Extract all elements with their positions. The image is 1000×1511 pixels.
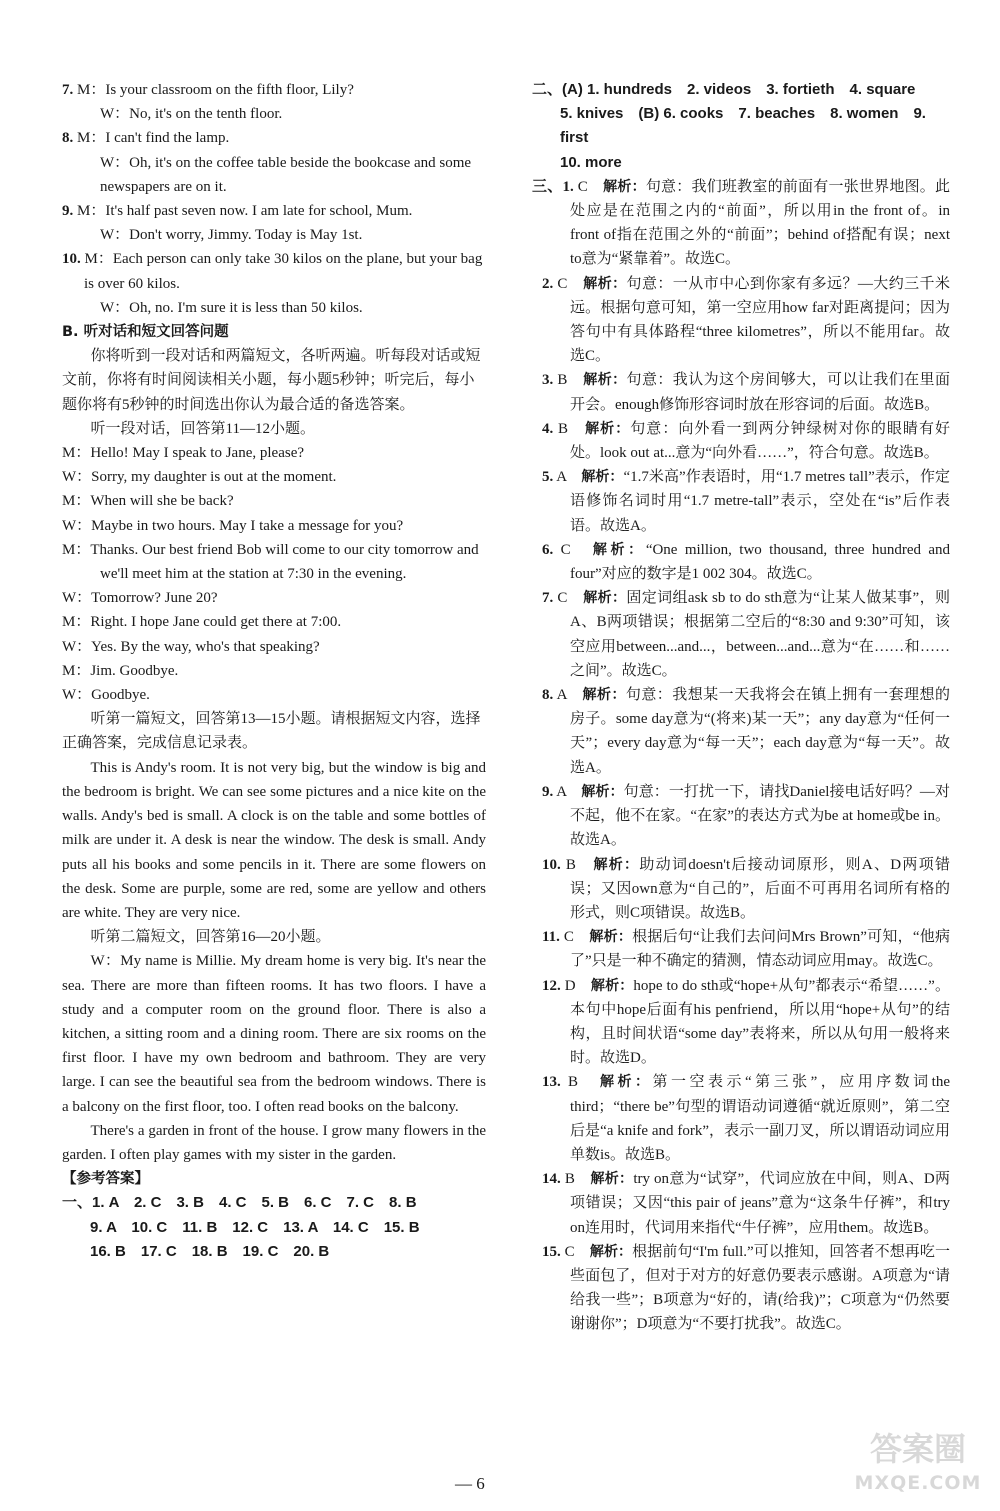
part2-line: 二、(A) 1. hundreds 2. videos 3. fortieth 4. square: [532, 81, 916, 98]
explanation-number: 2.: [542, 275, 554, 292]
dialog-line: 10. M：Each person can only take 30 kilos on the plane, but your bag is over 60 kilos.: [62, 251, 483, 292]
dialog-line: W：No, it's on the tenth floor.: [100, 106, 283, 123]
dialog-line: W：Tomorrow? June 20?: [62, 590, 218, 607]
passage1-intro: 听第一篇短文，回答第13—15小题。请根据短文内容，选择正确答案，完成信息记录表。: [62, 711, 481, 752]
dialog-line: W：Maybe in two hours. May I take a message for you?: [62, 517, 404, 534]
explanation-number: 14.: [542, 1171, 561, 1188]
explanation-answer: C: [560, 541, 571, 558]
explanation-item: [532, 417, 950, 465]
dialog-line: M：Jim. Goodbye.: [62, 662, 179, 679]
passage2-intro: 听第二篇短文，回答第16—20小题。: [90, 929, 331, 946]
watermark-logo: [848, 1424, 988, 1502]
explanation-number: 3.: [542, 372, 554, 389]
explanation-number: 8.: [542, 687, 554, 704]
section-b-intro: 你将听到一段对话和两篇短文，各听两遍。听每段对话或短文前，你将有时间阅读相关小题，每小题5秒钟；听完后，每小题你将有5秒钟的时间选出你认为最合适的备选答案。: [62, 348, 481, 413]
explanation-text: 句意：我想某一天我将会在镇上拥有一套理想的房子。some day意为“(将来)某一天”；any day意为“任何一天”；every day意为“每一天”；each day意为“每一天”。故选A。: [570, 687, 950, 776]
explanation-number: 15.: [542, 1243, 561, 1260]
explanation-number: 10.: [542, 856, 561, 873]
dialog-9: [62, 199, 486, 247]
dialog-8: [62, 126, 486, 199]
explanation-answer: B: [565, 856, 576, 873]
explanation-answer: B: [568, 1074, 579, 1091]
passage1: This is Andy's room. It is not very big, but the window is big and the bedroom is bright. We can see some pictures and a nice kite on the walls. Andy's bed is small. A clock is on the table and some bottles of milk are under it. A desk is near the window. The desk is small. Andy puts all his books and some pencils in it. There are some flowers on the desk. Some are purple, some are red, some are yellow and others are white. They are very nice.: [62, 759, 486, 921]
explanation-label: 解析：: [583, 275, 627, 292]
explanation-answer: C: [557, 275, 568, 292]
explanation-text: try on意为“试穿”，代词应放在中间，则A、D两项错误；又因“this pair of jeans”意为“这条牛仔裤”，和try on连用时，代词用来指代“牛仔裤”，应用them。故选B。: [570, 1171, 951, 1236]
explanation-number: 4.: [542, 420, 554, 437]
dialog-line: M：Thanks. Our best friend Bob will come to our city tomorrow and we'll meet him at the station at 7:30 in the evening.: [62, 541, 479, 583]
dialog-line: W：Don't worry, Jimmy. Today is May 1st.: [100, 227, 363, 244]
explanation-label: 解析：: [592, 541, 646, 558]
part2-line: 10. more: [560, 153, 622, 171]
dialog-line: M：Right. I hope Jane could get there at 7:00.: [62, 614, 342, 631]
explanation-text: 句意：我们班教室的前面有一张世界地图。此处应是在范围之内的“前面”，所以用in the front of。in front of指在范围之外的“前面”；behind of搭配有误；next to意为“紧靠着”。故选C。: [570, 178, 951, 268]
dialog-line: W：Sorry, my daughter is out at the moment.: [62, 469, 337, 486]
page-number: — 6: [455, 1474, 485, 1493]
dialog-line: W：Yes. By the way, who's that speaking?: [62, 638, 320, 655]
explanation-item: [532, 586, 950, 683]
explanation-item: [532, 368, 950, 416]
phone-dialog: [62, 441, 486, 707]
dialog-line: 7. M：Is your classroom on the fifth floor, Lily?: [62, 82, 354, 98]
explanation-text: 句意：一打扰一下，请找Daniel接电话好吗？—对不起，他不在家。“在家”的表达方式为be at home或be in。故选A。: [570, 783, 950, 849]
explanation-text: “1.7米高”作表语时，用“1.7 metres tall”表示，作定语修饰名词时用“1.7 metre-tall”表示，空处在“is”后作表语。故选A。: [570, 469, 950, 534]
explanation-number: 6.: [542, 541, 554, 558]
explanations-list: [532, 175, 950, 1337]
explanation-label: 解析：: [581, 469, 624, 486]
explanation-item: [532, 853, 950, 926]
explanation-label: 解析：: [585, 420, 631, 437]
explanation-answer: B: [564, 1171, 575, 1188]
explanation-label: 解析：: [582, 687, 626, 704]
explanation-answer: B: [558, 420, 569, 437]
explanation-text: 句意：一从市中心到你家有多远？—大约三千米远。根据句意可知，第一空应用how far对距离提问；因为答句中有具体路程“three kilometres”，所以不能用far。故选C。: [570, 275, 950, 365]
explanation-text: hope to do sth或“hope+从句”都表示“希望……”。本句中hope后面有his penfriend，所以用“hope+从句”的结构，且时间状语“some day”表将来，所以从句用一般将来时。故选D。: [570, 977, 951, 1067]
explanation-item: [532, 1070, 950, 1167]
explanation-label: 解析：: [581, 783, 624, 800]
explanation-item: [532, 780, 950, 853]
explanation-answer: C: [557, 590, 568, 607]
explanation-answer: C: [563, 929, 574, 946]
right-column: [532, 78, 950, 1337]
explanation-number: 三、1.: [532, 178, 574, 195]
explanation-item: [532, 175, 950, 272]
explanation-label: 解析：: [590, 1171, 634, 1188]
dialog-line: W：Oh, it's on the coffee table beside the bookcase and some newspapers are on it.: [100, 154, 472, 195]
explanation-number: 5.: [542, 469, 554, 486]
explanation-item: [532, 683, 950, 780]
dialog-line: W：Goodbye.: [62, 687, 150, 704]
explanation-item: [532, 465, 950, 538]
explanation-answer: C: [564, 1243, 575, 1260]
explanation-item: [532, 974, 950, 1071]
dialog-intro: 听一段对话，回答第11—12小题。: [90, 420, 315, 437]
explanation-label: 解析：: [603, 178, 646, 195]
explanation-text: 第一空表示“第三张”，应用序数词the third；“there be”句型的谓语动词遵循“就近原则”，第二空后是“a knife and fork”，表示一副刀叉，所以谓语动词应用单数is。故选B。: [570, 1074, 950, 1163]
explanation-item: [532, 272, 950, 369]
explanation-label: 解析：: [593, 856, 640, 873]
explanation-answer: C: [577, 178, 588, 195]
explanation-answer: D: [564, 977, 576, 994]
section-b-title: B. 听对话和短文回答问题: [62, 324, 229, 341]
explanation-label: 解析：: [589, 1243, 633, 1260]
explanation-item: [532, 925, 950, 973]
explanation-text: “One million, two thousand, three hundred and four”对应的数字是1 002 304。故选C。: [570, 541, 951, 583]
explanation-number: 13.: [542, 1074, 561, 1091]
watermark-url: MXQE.COM: [854, 1472, 982, 1494]
explanation-text: 句意：我认为这个房间够大，可以让我们在里面开会。enough修饰形容词时放在形容词的后面。故选B。: [570, 372, 950, 413]
explanation-number: 11.: [542, 929, 560, 946]
explanation-item: [532, 1240, 950, 1337]
explanation-answer: B: [557, 372, 568, 389]
explanation-label: 解析：: [589, 929, 633, 946]
explanation-number: 9.: [542, 783, 554, 800]
explanation-text: 根据后句“让我们去问问Mrs Brown”可知，“他病了”只是一种不确定的猜测，情态动词应用may。故选C。: [570, 929, 950, 970]
dialog-line: M：When will she be back?: [62, 493, 234, 510]
explanation-text: 根据前句“I'm full.”可以推知，回答者不想再吃一些面包了，但对于对方的好意仍要表示感谢。A项意为“请给我一些”；B项意为“好的，请(给我)”；C项意为“仍然要谢谢你”；D项意为“不要打扰我”。故选C。: [570, 1243, 951, 1333]
explanation-item: [532, 538, 950, 586]
left-column: [62, 78, 486, 1264]
explanation-answer: A: [556, 783, 567, 800]
explanation-label: 解析：: [590, 977, 634, 994]
answer-title: 【参考答案】: [62, 1171, 149, 1188]
explanation-item: [532, 1167, 950, 1240]
answer-row: 一、1. A 2. C 3. B 4. C 5. B 6. C 7. C 8. B: [62, 1194, 417, 1212]
explanation-label: 解析：: [583, 372, 627, 389]
explanation-label: 解析：: [600, 1074, 653, 1091]
explanation-number: 7.: [542, 590, 554, 607]
answer-row: 9. A 10. C 11. B 12. C 13. A 14. C 15. B: [90, 1218, 420, 1236]
dialog-line: 8. M：I can't find the lamp.: [62, 130, 230, 147]
explanation-text: 固定词组ask sb to do sth意为“让某人做某事”，则A、B两项错误；根据第二空后的“8:30 and 9:30”可知，该空应用between...and...，between...and...意为“在……和……之间”。故选C。: [570, 590, 950, 679]
watermark-cn: 答案圈: [869, 1430, 966, 1468]
explanation-answer: A: [556, 687, 567, 704]
part2-line: 5. knives (B) 6. cooks 7. beaches 8. women 9. first: [560, 105, 926, 147]
explanation-label: 解析：: [583, 590, 627, 607]
dialog-line: M：Hello! May I speak to Jane, please?: [62, 445, 305, 462]
dialog-line: 9. M：It's half past seven now. I am late for school, Mum.: [62, 203, 413, 220]
explanation-text: 句意：向外看一到两分钟绿树对你的眼睛有好处。look out at...意为“向外看……”，符合句意。故选B。: [570, 420, 950, 462]
explanation-answer: A: [556, 469, 567, 486]
dialog-7: [62, 78, 486, 126]
passage2-p2: There's a garden in front of the house. I grow many flowers in the garden. I often play games with my sister in the garden.: [62, 1122, 486, 1163]
dialog-line: W：Oh, no. I'm sure it is less than 50 kilos.: [100, 299, 363, 316]
passage2-p1: W：My name is Millie. My dream home is very big. It's near the sea. There are more than fifteen rooms. It has two floors. I have a study and a computer room on the ground floor. There is also a kitchen, a sitting room and a dining room. There are six rooms on the first floor. I have my own bedroom and bathroom. They are very large. I can see the beautiful sea from the bedroom windows. There is a balcony on the first floor, too. I often read books on the balcony.: [62, 953, 486, 1115]
dialog-10: [62, 247, 486, 320]
answer-row: 16. B 17. C 18. B 19. C 20. B: [90, 1242, 330, 1260]
explanation-number: 12.: [542, 977, 561, 994]
explanation-text: 助动词doesn't后接动词原形，则A、D两项错误；又因own意为“自己的”，后面不可再用名词所有格的形式，则C项错误。故选B。: [570, 856, 950, 921]
